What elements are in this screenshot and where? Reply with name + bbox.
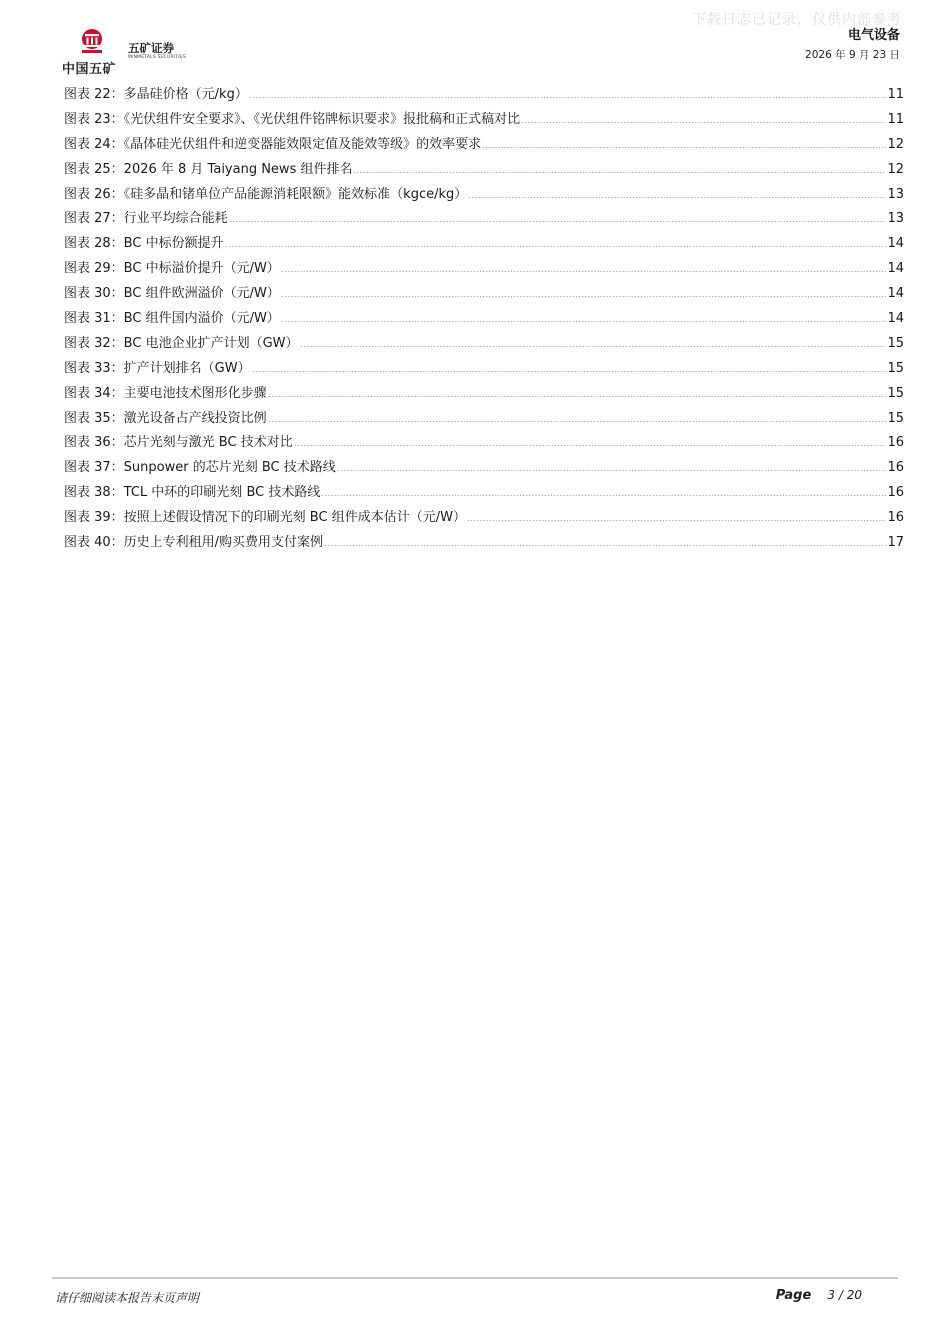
dot-leader	[324, 536, 886, 546]
dot-leader	[353, 163, 886, 173]
toc-entry[interactable]	[64, 531, 904, 556]
dot-leader	[281, 312, 887, 322]
page-label: Page	[775, 1288, 812, 1303]
toc-entry-title: 图表 26：《硅多晶和锗单位产品能源消耗限额》能效标准（kgce/kg）	[64, 186, 468, 202]
dot-leader	[252, 362, 887, 372]
logo-secondary-en-text: MINMETALS SECURITIES	[128, 55, 186, 60]
toc-entry[interactable]	[64, 407, 904, 432]
toc-entry-title: 图表 30：BC 组件欧洲溢价（元/W）	[64, 286, 280, 302]
toc-entry-title: 图表 22：多晶硅价格（元/kg）	[64, 87, 248, 102]
toc-entry-page: 14	[887, 311, 904, 327]
toc-entry-page: 12	[887, 136, 904, 152]
toc-entry[interactable]	[64, 481, 904, 506]
toc-entry-title: 图表 25：2026 年 8 月 Taiyang News 组件排名	[64, 161, 353, 177]
company-logo	[62, 28, 202, 78]
toc-entry-page: 17	[887, 535, 904, 551]
toc-entry-page: 15	[887, 410, 904, 426]
dot-leader	[521, 113, 886, 123]
dot-leader	[321, 486, 886, 496]
toc-entry-title: 图表 23：《光伏组件安全要求》、《光伏组件铭牌标识要求》报批稿和正式稿对比	[64, 111, 521, 127]
dot-leader	[268, 412, 887, 422]
toc-entry[interactable]	[64, 282, 904, 307]
toc-entry[interactable]	[64, 382, 904, 407]
dot-leader	[281, 287, 887, 297]
logo-secondary-text: 五矿证券	[128, 41, 174, 55]
toc-entry-page: 12	[887, 161, 904, 177]
toc-entry[interactable]	[64, 183, 904, 208]
dot-leader	[300, 337, 887, 347]
toc-entry[interactable]	[64, 506, 904, 531]
toc-entry-title: 图表 39：按照上述假设情况下的印刷光刻 BC 组件成本估计（元/W）	[64, 510, 466, 526]
toc-entry-title: 图表 37：Sunpower 的芯片光刻 BC 技术路线	[64, 460, 336, 476]
dot-leader	[482, 138, 886, 148]
dot-leader	[337, 461, 887, 471]
toc-entry-page: 15	[887, 385, 904, 401]
dot-leader	[468, 188, 886, 198]
toc-entry-title: 图表 40：历史上专利租用/购买费用支付案例	[64, 535, 324, 551]
toc-entry-title: 图表 32：BC 电池企业扩产计划（GW）	[64, 335, 299, 351]
page-indicator	[776, 1288, 862, 1303]
toc-entry-page: 15	[887, 360, 904, 376]
page-number: 3 / 20	[827, 1288, 862, 1302]
dot-leader	[294, 436, 887, 446]
dot-leader	[467, 511, 887, 521]
figure-index	[64, 83, 904, 556]
dot-leader	[268, 387, 887, 397]
toc-entry-title: 图表 34：主要电池技术图形化步骤	[64, 385, 267, 401]
watermark: 下载日志已记录，仅供内部参考	[692, 12, 902, 28]
toc-entry[interactable]	[64, 431, 904, 456]
toc-entry-page: 14	[887, 286, 904, 302]
toc-entry-title: 图表 35：激光设备占产线投资比例	[64, 410, 267, 426]
toc-entry-page: 14	[887, 261, 904, 277]
toc-entry-title: 图表 31：BC 组件国内溢价（元/W）	[64, 311, 280, 327]
toc-entry[interactable]	[64, 456, 904, 481]
toc-entry-title: 图表 27：行业平均综合能耗	[64, 211, 228, 227]
logo-main-text: 中国五矿	[62, 62, 117, 77]
toc-entry-title: 图表 33：扩产计划排名（GW）	[64, 360, 251, 376]
toc-entry[interactable]	[64, 133, 904, 158]
toc-entry-page: 14	[887, 236, 904, 252]
report-date: 2026 年 9 月 23 日	[805, 49, 900, 61]
toc-entry-page: 13	[887, 186, 904, 202]
toc-entry-title: 图表 28：BC 中标份额提升	[64, 236, 224, 252]
toc-entry-title: 图表 36：芯片光刻与激光 BC 技术对比	[64, 435, 293, 451]
toc-entry[interactable]	[64, 307, 904, 332]
dot-leader	[229, 212, 887, 222]
toc-entry-page: 16	[887, 460, 904, 476]
toc-entry[interactable]	[64, 158, 904, 183]
emblem-icon	[78, 28, 106, 58]
toc-entry-page: 11	[887, 111, 904, 127]
toc-entry[interactable]	[64, 83, 904, 108]
footer-divider	[52, 1277, 898, 1279]
toc-entry-page: 15	[887, 335, 904, 351]
toc-entry[interactable]	[64, 108, 904, 133]
toc-entry-page: 11	[887, 87, 904, 102]
toc-entry-title: 图表 24：《晶体硅光伏组件和逆变器能效限定值及能效等级》的效率要求	[64, 136, 482, 152]
toc-entry-page: 16	[887, 435, 904, 451]
dot-leader	[225, 237, 887, 247]
toc-entry-title: 图表 29：BC 中标溢价提升（元/W）	[64, 261, 280, 277]
toc-entry[interactable]	[64, 207, 904, 232]
toc-entry[interactable]	[64, 332, 904, 357]
toc-entry-title: 图表 38：TCL 中环的印刷光刻 BC 技术路线	[64, 485, 321, 501]
toc-entry[interactable]	[64, 357, 904, 382]
dot-leader	[249, 88, 887, 98]
dot-leader	[281, 262, 887, 272]
toc-entry[interactable]	[64, 257, 904, 282]
toc-entry-page: 16	[887, 510, 904, 526]
disclaimer-note: 请仔细阅读本报告末页声明	[55, 1291, 200, 1305]
toc-entry-page: 13	[887, 211, 904, 227]
report-category: 电气设备	[847, 28, 900, 43]
toc-entry-page: 16	[887, 485, 904, 501]
toc-entry[interactable]	[64, 232, 904, 257]
